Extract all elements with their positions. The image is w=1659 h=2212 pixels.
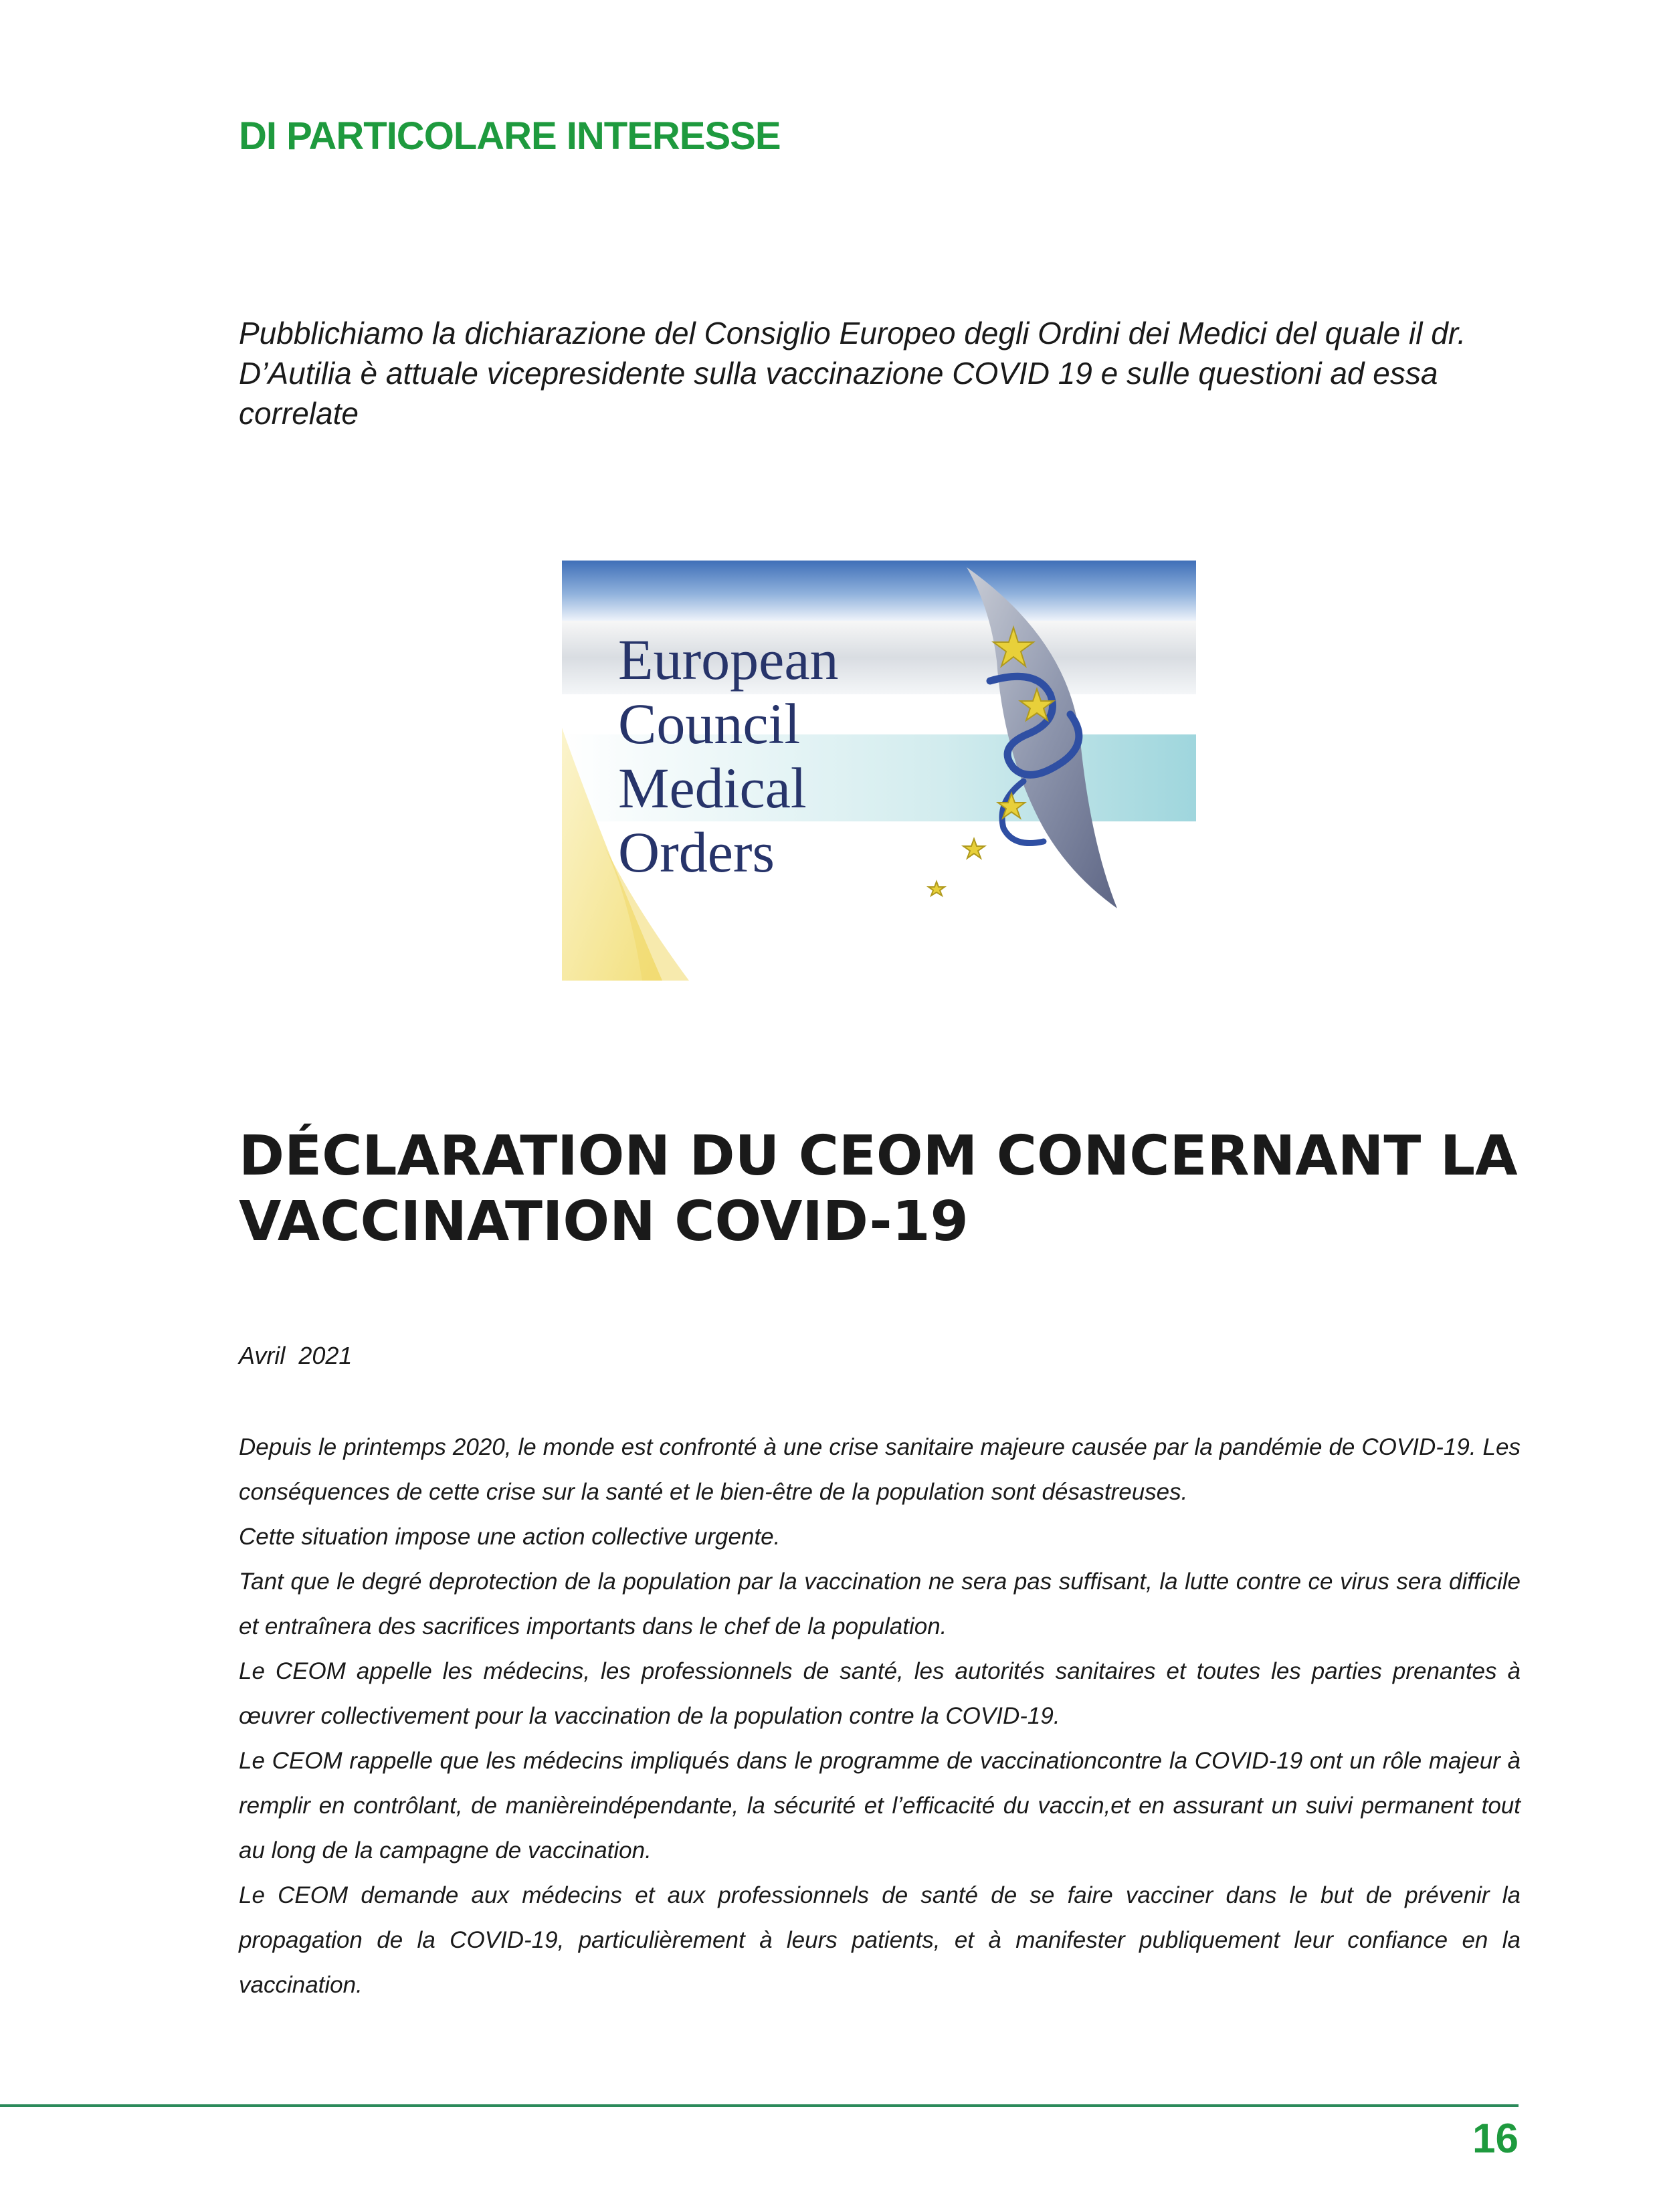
logo-line-council: Council — [618, 692, 801, 756]
ceom-logo — [562, 561, 1196, 981]
logo-line-european: European — [618, 627, 839, 692]
logo-wordmark — [618, 627, 839, 884]
logo-line-orders: Orders — [618, 820, 775, 884]
article-body — [239, 1425, 1521, 2007]
body-paragraph: Le CEOM appelle les médecins, les professionnels de santé, les autorités sanitaires et toutes les parties prenantes à œuvrer collectivement pour la vaccination de la population contre la COVID-19. — [239, 1658, 1521, 1729]
logo-line-medical: Medical — [618, 756, 807, 820]
body-paragraph: Le CEOM rappelle que les médecins impliqués dans le programme de vaccinationcontre la COVID-19 ont un rôle majeur à remplir en contrôlant, de manièreindépendante, la sécurité et l’efficacité du vaccin,et en assurant un suivi permanent tout au long de la campagne de vaccination. — [239, 1748, 1521, 1864]
body-paragraph: Tant que le degré deprotection de la population par la vaccination ne sera pas suffisant, la lutte contre ce virus sera difficile et entraînera des sacrifices importants dans le chef de la population. — [239, 1569, 1521, 1639]
footer-divider — [0, 2104, 1519, 2107]
body-paragraph: Le CEOM demande aux médecins et aux professionnels de santé de se faire vacciner dans le but de prévenir la propagation de la COVID-19, particulièrement à leurs patients, et à manifester publiquement leur confiance en la vaccination. — [239, 1882, 1521, 1998]
page-number: 16 — [1472, 2116, 1519, 2162]
body-paragraph: Cette situation impose une action collective urgente. — [239, 1524, 781, 1550]
article-title: DÉCLARATION DU CEOM CONCERNANT LA VACCINATION COVID-19 — [239, 1124, 1518, 1253]
body-paragraph: Depuis le printemps 2020, le monde est confronté à une crise sanitaire majeure causée par la pandémie de COVID-19. Les conséquences de cette crise sur la santé et le bien-être de la population sont désastreuses. — [239, 1434, 1521, 1505]
intro-text: Pubblichiamo la dichiarazione del Consiglio Europeo degli Ordini dei Medici del quale il dr. D’Autilia è attuale vicepresidente sulla vaccinazione COVID 19 e sulle questioni ad essa correlate — [239, 316, 1466, 431]
section-label: DI PARTICOLARE INTERESSE — [239, 114, 781, 158]
article-date: Avril 2021 — [239, 1342, 353, 1369]
